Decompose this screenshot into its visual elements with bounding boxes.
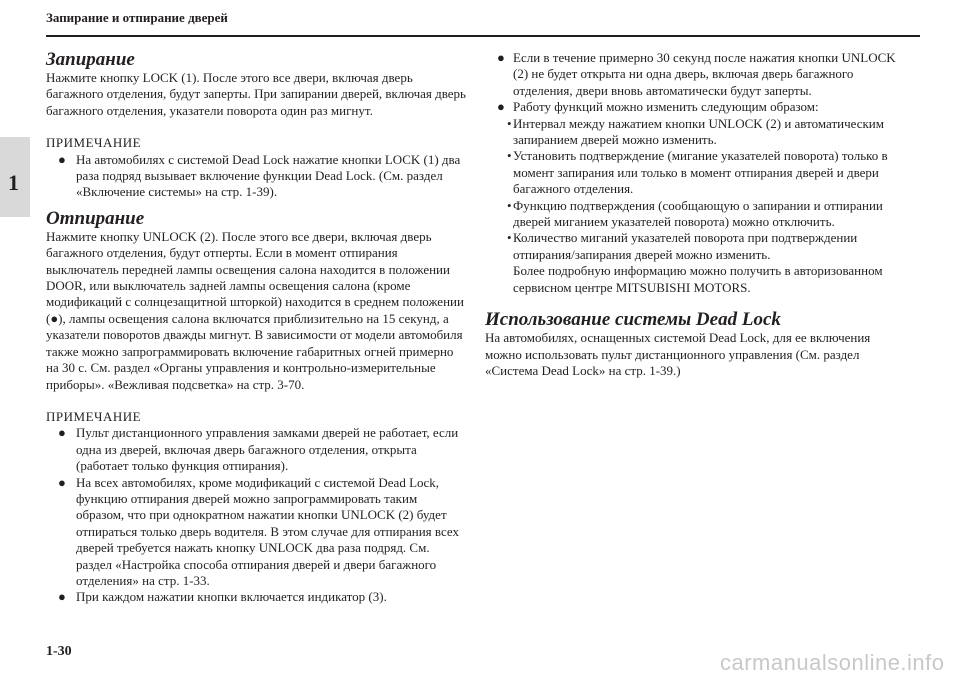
- watermark: carmanualsonline.info: [720, 650, 945, 675]
- locking-text: Нажмите кнопку LOCK (1). После этого все двери, включая дверь багажного отделения, будут заперты. При запирании дверей, включая дверь багажного отделения, указатели поворота один раз мигнут.: [46, 70, 466, 118]
- left-column: [46, 50, 466, 606]
- note-item: [46, 152, 466, 201]
- note-item-text: На всех автомобилях, кроме модификаций с системой Dead Lock, функцию отпирания дверей можно запрограммировать таким образом, что при однократном нажатии кнопки UNLOCK (2) будет отпираться только дверь водителя. В этом случае для отпирания всех дверей требуется нажать кнопку UNLOCK два раза подряд. См. раздел «Настройка способа отпирания дверей и двери багажного отделения» на стр. 1-33.: [76, 474, 459, 588]
- sub-item: [485, 116, 905, 149]
- dot-icon: •: [507, 148, 512, 164]
- sub-item: [485, 198, 905, 231]
- page-number: 1-30: [46, 644, 72, 659]
- bullet-icon: ●: [497, 50, 505, 65]
- header-rule: [46, 35, 920, 37]
- note-item-text: Пульт дистанционного управления замками дверей не работает, если одна из дверей, включая дверь багажного отделения, открыта (работает только функция отпирания).: [76, 425, 459, 474]
- right-column: [485, 50, 905, 379]
- dot-icon: •: [507, 197, 512, 213]
- sub-item-text: Установить подтверждение (мигание указателей поворота) только в момент запирания или только в момент отпирания дверей и двери багажного отделения.: [513, 148, 888, 197]
- sub-item-text: Количество миганий указателей поворота при подтверждении отпирания/запирания дверей можно изменить.: [513, 230, 858, 262]
- note-item: [485, 50, 905, 99]
- note-item: [46, 425, 466, 474]
- deadlock-heading: Использование системы Dead Lock: [485, 309, 781, 331]
- sub-item-text: Функцию подтверждения (сообщающую о запирании и отпирании дверей миганием указателей поворота) можно отключить.: [513, 197, 883, 230]
- dot-icon: •: [507, 230, 512, 246]
- sub-item-text: Более подробную информацию можно получить в авторизованном сервисном центре MITSUBISHI MOTORS.: [513, 263, 883, 295]
- bullet-icon: ●: [58, 474, 66, 490]
- page-header-title: Запирание и отпирание дверей: [46, 10, 228, 25]
- note-item: [46, 475, 466, 590]
- sub-item-note: [485, 263, 905, 296]
- unlocking-heading: Отпирание: [46, 207, 145, 229]
- bullet-icon: ●: [58, 425, 66, 441]
- bullet-icon: ●: [58, 151, 66, 167]
- deadlock-text: На автомобилях, оснащенных системой Dead Lock, для ее включения можно использовать пульт дистанционного управления (См. раздел «Система Dead Lock» на стр. 1-39.): [485, 330, 871, 378]
- sub-item: [485, 230, 905, 263]
- locking-heading: Запирание: [46, 49, 135, 70]
- chapter-number: 1: [8, 170, 19, 195]
- unlocking-text: Нажмите кнопку UNLOCK (2). После этого все двери, включая дверь багажного отделения, будут отперты. Если в момент отпирания выключатель передней лампы освещения салона находится в положении DOOR, или выключатель задней лампы освещения салона (кроме модификаций с солнцезащитной шторкой) находится в среднем положении (●), лампы освещения салона включатся приблизительно на 15 секунд, а указатели поворотов дважды мигнут. В зависимости от модели автомобиля также можно запрограммировать включение габаритных огней примерно на 30 с. См. раздел «Органы управления и контрольно-измерительные приборы». «Вежливая подсветка» на стр. 3-70.: [46, 228, 464, 392]
- note-item-text: Работу функций можно изменить следующим образом:: [513, 99, 819, 115]
- note-label: ПРИМЕЧАНИЕ: [46, 408, 142, 424]
- note-label: ПРИМЕЧАНИЕ: [46, 135, 142, 151]
- sub-item: [485, 148, 905, 197]
- sub-item-text: Интервал между нажатием кнопки UNLOCK (2) и автоматическим запиранием дверей можно изменить.: [513, 115, 884, 148]
- bullet-icon: ●: [497, 99, 505, 115]
- note-item-text: При каждом нажатии кнопки включается индикатор (3).: [76, 589, 387, 605]
- note-item: [485, 99, 905, 115]
- note-item-text: Если в течение примерно 30 секунд после нажатия кнопки UNLOCK (2) не будет открыта ни одна дверь, включая дверь багажного отделения, двери вновь автоматически будут заперты.: [513, 50, 896, 98]
- note-item-text: На автомобилях с системой Dead Lock нажатие кнопки LOCK (1) два раза подряд вызывает включение функции Dead Lock. (См. раздел «Включение системы» на стр. 1-39).: [76, 151, 461, 200]
- bullet-icon: ●: [58, 589, 66, 605]
- dot-icon: •: [507, 115, 512, 131]
- note-item: [46, 589, 466, 605]
